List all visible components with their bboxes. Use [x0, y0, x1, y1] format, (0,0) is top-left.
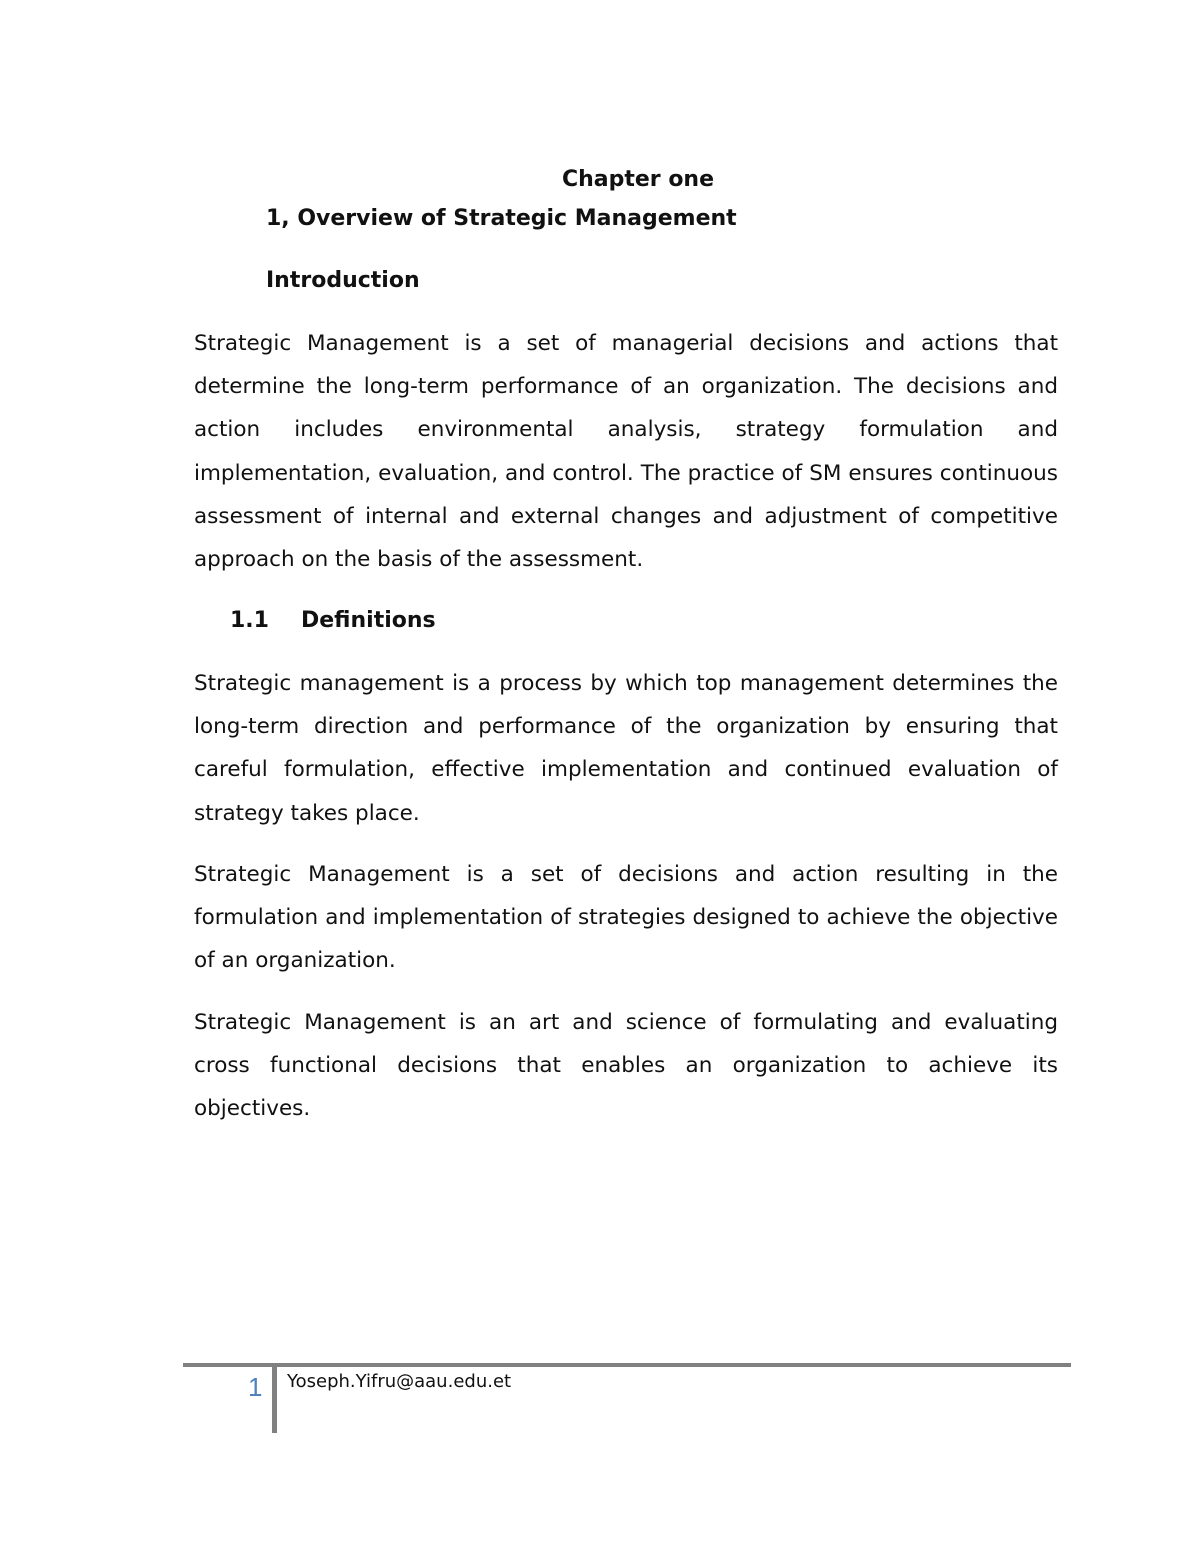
page-number: 1 [248, 1372, 263, 1402]
chapter-subtitle: 1, Overview of Strategic Management [266, 206, 737, 231]
definition-paragraph: Strategic management is a process by which top management determines the long-term direction and performance of the organization by ensuring that careful formulation, effective implementation and continued evaluation of strategy takes place. [194, 671, 1058, 826]
section-heading-definitions [230, 606, 436, 636]
section-number: 1.1 [230, 608, 269, 633]
introduction-heading: Introduction [266, 268, 420, 293]
section-title: Definitions [301, 608, 436, 633]
definition-paragraph: Strategic Management is a set of decisions and action resulting in the formulation and implementation of strategies designed to achieve the objective of an organization. [194, 862, 1058, 974]
chapter-title: Chapter one [561, 167, 715, 192]
footer-email: Yoseph.Yifru@aau.edu.et [287, 1371, 512, 1392]
footer-horizontal-rule [183, 1363, 1071, 1367]
introduction-paragraph: Strategic Management is a set of managerial decisions and actions that determine the long-term performance of an organization. The decisions and action includes environmental analysis, strategy formulation and implementation, evaluation, and control. The practice of SM ensures continuous assessment of internal and external changes and adjustment of competitive approach on the basis of the assessment. [194, 331, 1058, 573]
definition-paragraph: Strategic Management is an art and science of formulating and evaluating cross functional decisions that enables an organization to achieve its objectives. [194, 1010, 1058, 1122]
footer-vertical-rule [272, 1363, 277, 1433]
